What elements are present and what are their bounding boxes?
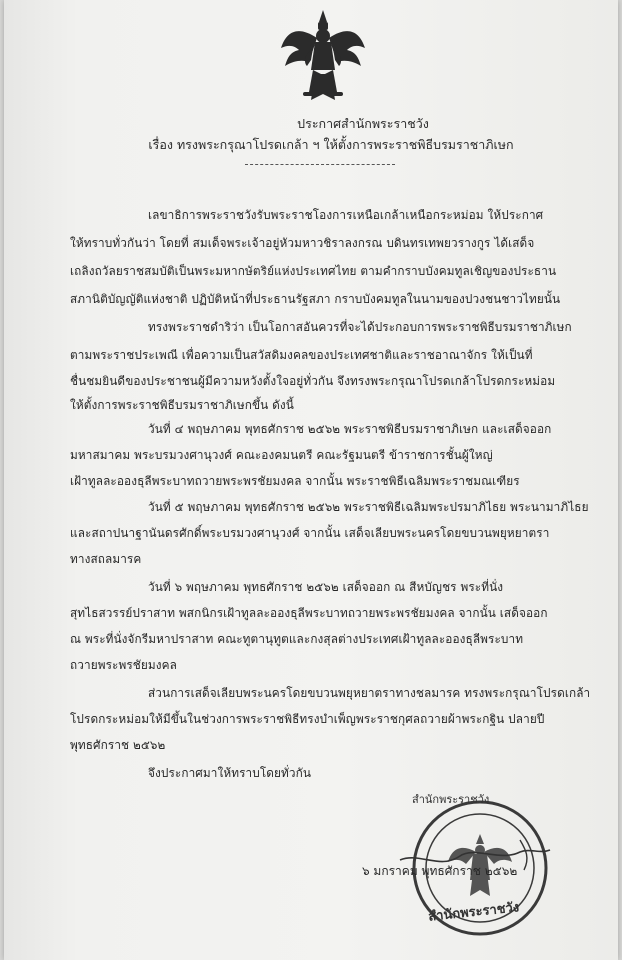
body-line: ณ พระที่นั่งจักรีมหาปราสาท คณะทูตานุทูตและกงสุลต่างประเทศเฝ้าทูลละอองธุลีพระบาท [70,632,524,646]
body-line: ตามพระราชประเพณี เพื่อความเป็นสวัสดิมงคลของประเทศชาติและราชอาณาจักร ให้เป็นที่ [70,348,533,362]
body-line: เลขาธิการพระราชวังรับพระราชโองการเหนือเกล้าเหนือกระหม่อม ให้ประกาศ [148,208,544,222]
body-line: เถลิงถวัลยราชสมบัติเป็นพระมหากษัตริย์แห่งประเทศไทย ตามคำกราบบังคมทูลเชิญของประธาน [70,264,557,278]
body-line: เฝ้าทูลละอองธุลีพระบาทถวายพระพรชัยมงคล จากนั้น พระราชพิธีเฉลิมพระราชมณเฑียร [70,474,520,488]
document-title: ประกาศสำนักพระราชวัง [297,116,429,131]
body-line: ทางสถลมารค [70,552,142,566]
body-line: ให้ทราบทั่วกันว่า โดยที่ สมเด็จพระเจ้าอยู่หัวมหาวชิราลงกรณ บดินทรเทพยวรางกูร ได้เสด็จ [70,236,535,250]
body-line: ส่วนการเสด็จเลียบพระนครโดยขบวนพยุหยาตราทางชลมารค ทรงพระกรุณาโปรดเกล้า [148,686,591,700]
body-line: สภานิติบัญญัติแห่งชาติ ปฏิบัติหน้าที่ประธานรัฐสภา กราบบังคมทูลในนามของปวงชนชาวไทยนั้น [70,292,561,306]
body-line: ชื่นชมยินดีของประชาชนผู้มีความหวังตั้งใจอยู่ทั่วกัน จึงทรงพระกรุณาโปรดเกล้าโปรดกระหม่อม [70,374,556,388]
body-line: ให้ตั้งการพระราชพิธีบรมราชาภิเษกขึ้น ดังนี้ [70,398,294,412]
body-line: สุทไธสวรรย์ปราสาท พสกนิกรเฝ้าทูลละอองธุลีพระบาทถวายพระพรชัยมงคล จากนั้น เสด็จออก [70,606,548,620]
body-line: พุทธศักราช ๒๕๖๒ [70,738,166,752]
body-line: ทรงพระราชดำริว่า เป็นโอกาสอันควรที่จะได้ประกอบการพระราชพิธีบรมราชาภิเษก [148,320,572,334]
body-line: วันที่ ๖ พฤษภาคม พุทธศักราช ๒๕๖๒ เสด็จออก ณ สีหบัญชร พระที่นั่ง [148,580,504,594]
body-line: และสถาปนาฐานันดรศักดิ์พระบรมวงศานุวงศ์ จากนั้น เสด็จเลียบพระนครโดยขบวนพยุหยาตรา [70,526,550,540]
announcement-date: ๖ มกราคม พุทธศักราช ๒๕๖๒ [362,864,518,878]
body-line: มหาสมาคม พระบรมวงศานุวงศ์ คณะองคมนตรี คณะรัฐมนตรี ข้าราชการชั้นผู้ใหญ่ [70,448,493,462]
seal-lower-text: สำนักพระราชวัง [427,900,520,925]
body-line: จึงประกาศมาให้ทราบโดยทั่วกัน [148,766,312,780]
seal-upper-text: สำนักพระราชวัง [412,793,490,806]
body-line: ถวายพระพรชัยมงคล [70,658,177,672]
body-line: โปรดกระหม่อมให้มีขึ้นในช่วงการพระราชพิธีทรงบำเพ็ญพระราชกุศลถวายผ้าพระกฐิน ปลายปี [70,712,545,726]
body-line: วันที่ ๔ พฤษภาคม พุทธศักราช ๒๕๖๒ พระราชพิธีบรมราชาภิเษก และเสด็จออก [148,422,552,436]
document-subject: เรื่อง ทรงพระกรุณาโปรดเกล้า ฯ ให้ตั้งการพระราชพิธีบรมราชาภิเษก [148,137,514,152]
title-divider [245,164,395,165]
body-line: วันที่ ๕ พฤษภาคม พุทธศักราช ๒๕๖๒ พระราชพิธีเฉลิมพระปรมาภิไธย พระนามาภิไธย [148,500,589,514]
garuda-emblem-icon [279,8,367,106]
